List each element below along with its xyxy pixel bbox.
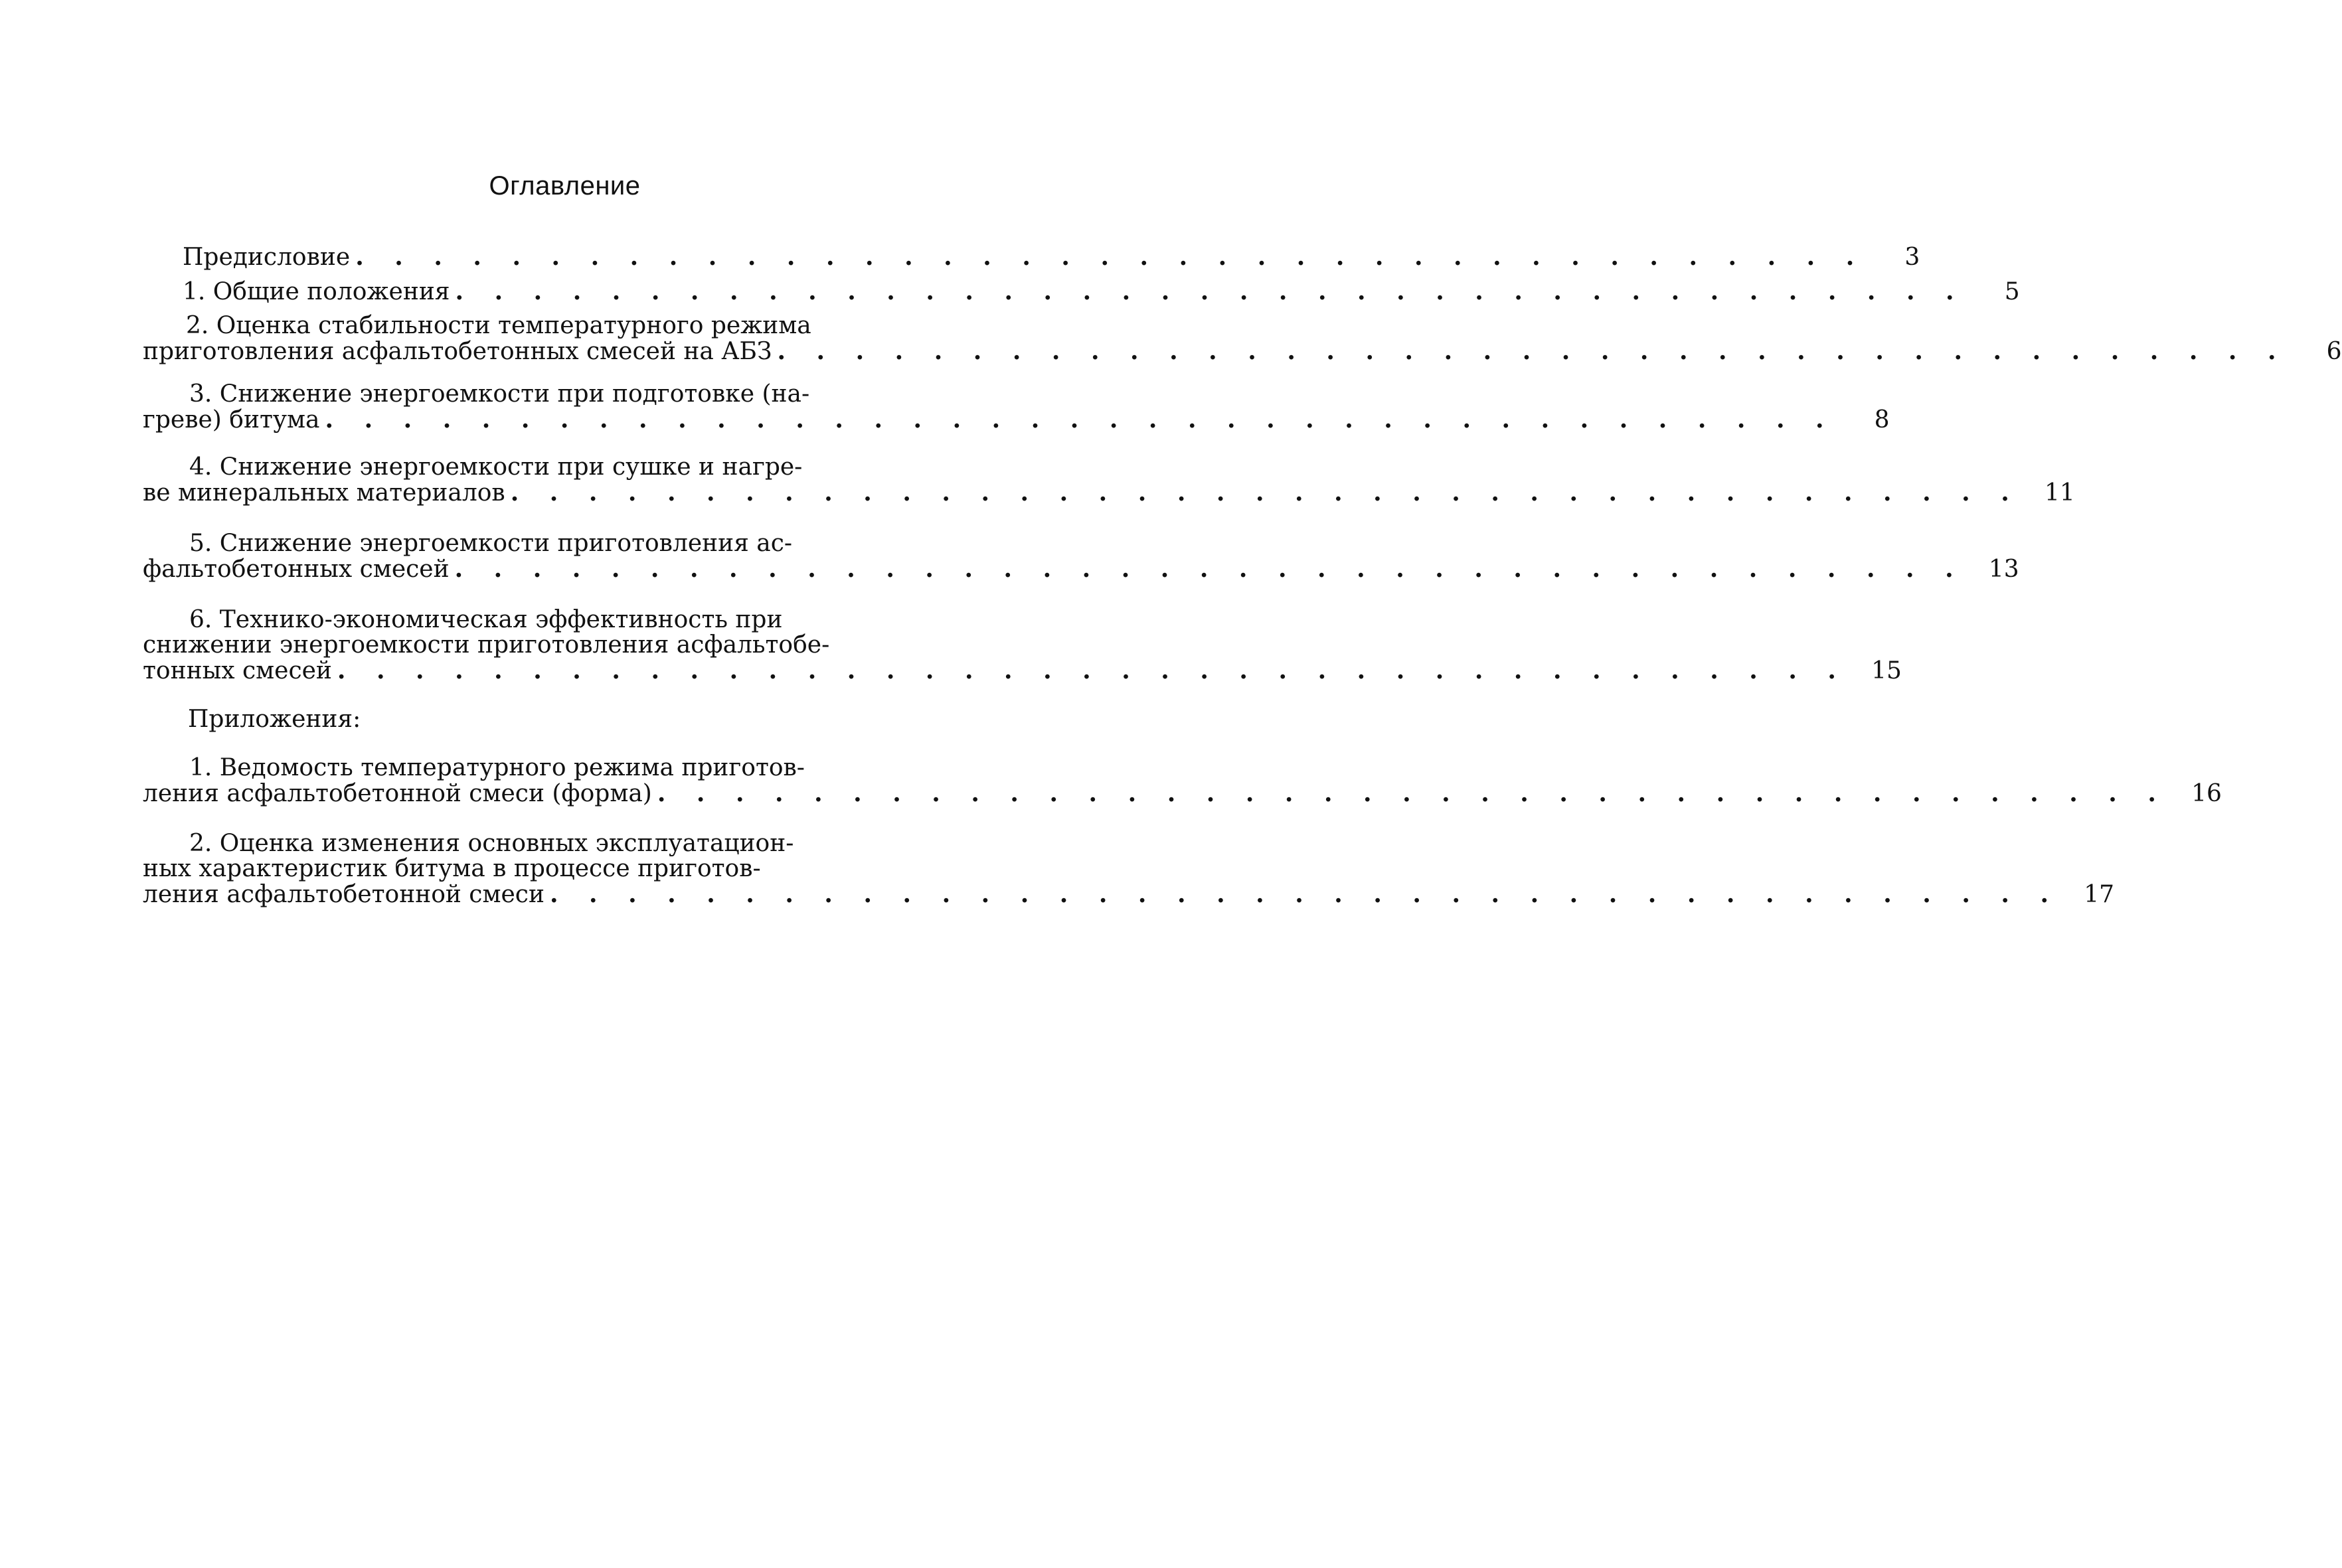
dot-leader: . . . . . . . . . . . . . . . . . . . . . . . . . . . . . . . . . . . . . . .	[337, 657, 1847, 684]
toc-page-number: 15	[1871, 657, 1902, 684]
toc-entry-4	[143, 453, 2075, 507]
toc-page-number: 17	[2084, 881, 2114, 908]
toc-entry-2	[143, 312, 2342, 365]
dot-leader: . . . . . . . . . . . . . . . . . . . . . . . . . . . . . . . . . . . . . . .	[325, 406, 1835, 433]
toc-entry-text: тонных смесей	[143, 657, 332, 684]
toc-entry-text: ве минеральных материалов	[143, 479, 505, 507]
toc-entry-6	[143, 606, 1902, 684]
dot-leader: . . . . . . . . . . . . . . . . . . . . . . . . . . . . . . . . . . . . . . .	[657, 779, 2167, 807]
toc-entry-text: фальтобетонных смесей	[143, 556, 450, 583]
toc-page-number: 3	[1904, 244, 1920, 271]
toc-page-number: 8	[1874, 406, 1890, 433]
dot-leader: . . . . . . . . . . . . . . . . . . . . . . . . . . . . . . . . . . . . . . .	[455, 277, 1966, 305]
toc-page-number: 6	[2326, 338, 2342, 365]
toc-entry-1	[143, 277, 2020, 305]
appendix-entry-1	[143, 754, 2222, 807]
toc-entry-5	[143, 530, 2019, 583]
toc-entry-text: Предисловие	[183, 244, 351, 271]
toc-entry-text: 3. Снижение энергоемкости при подготовке (на-	[189, 380, 810, 408]
appendix-entry-2	[143, 830, 2114, 908]
toc-entry-text: снижении энергоемкости приготовления асфальтобе-	[143, 631, 830, 659]
toc-entry-text: 5. Снижение энергоемкости приготовления ас-	[189, 530, 793, 557]
toc-entry-text: греве) битума	[143, 406, 320, 433]
toc-entry-3	[143, 380, 1890, 433]
appendix-heading: Приложения:	[188, 706, 361, 733]
toc-page-number: 16	[2191, 780, 2222, 807]
toc-page-number: 11	[2044, 479, 2075, 507]
toc-entry-text: 2. Оценка изменения основных эксплуатацион-	[189, 830, 794, 857]
toc-entry-preface	[143, 243, 1920, 271]
dot-leader: . . . . . . . . . . . . . . . . . . . . . . . . . . . . . . . . . . . . . . .	[355, 243, 1866, 271]
toc-entry-text: 1. Общие положения	[183, 278, 450, 305]
page-title: Оглавление	[489, 171, 641, 200]
toc-entry-text: ления асфальтобетонной смеси	[143, 881, 544, 908]
toc-entry-text: ных характеристик битума в процессе приготов-	[143, 855, 761, 882]
toc-entry-text: 1. Ведомость температурного режима приготов-	[189, 754, 805, 781]
dot-leader: . . . . . . . . . . . . . . . . . . . . . . . . . . . . . . . . . . . . . . .	[549, 880, 2060, 908]
dot-leader: . . . . . . . . . . . . . . . . . . . . . . . . . . . . . . . . . . . . . . .	[454, 555, 1965, 583]
dot-leader: . . . . . . . . . . . . . . . . . . . . . . . . . . . . . . . . . . . . . . .	[777, 337, 2288, 365]
dot-leader: . . . . . . . . . . . . . . . . . . . . . . . . . . . . . . . . . . . . . . .	[510, 479, 2021, 507]
toc-entry-text: приготовления асфальтобетонных смесей на АБЗ	[143, 338, 772, 365]
toc-page-number: 5	[2004, 278, 2020, 305]
toc-entry-text: 4. Снижение энергоемкости при сушке и нагре-	[189, 453, 803, 481]
toc-page-number: 13	[1988, 556, 2019, 583]
toc-entry-text: 2. Оценка стабильности температурного режима	[186, 312, 811, 339]
toc-entry-text: ления асфальтобетонной смеси (форма)	[143, 780, 652, 807]
toc-entry-text: 6. Технико-экономическая эффективность при	[189, 606, 783, 633]
